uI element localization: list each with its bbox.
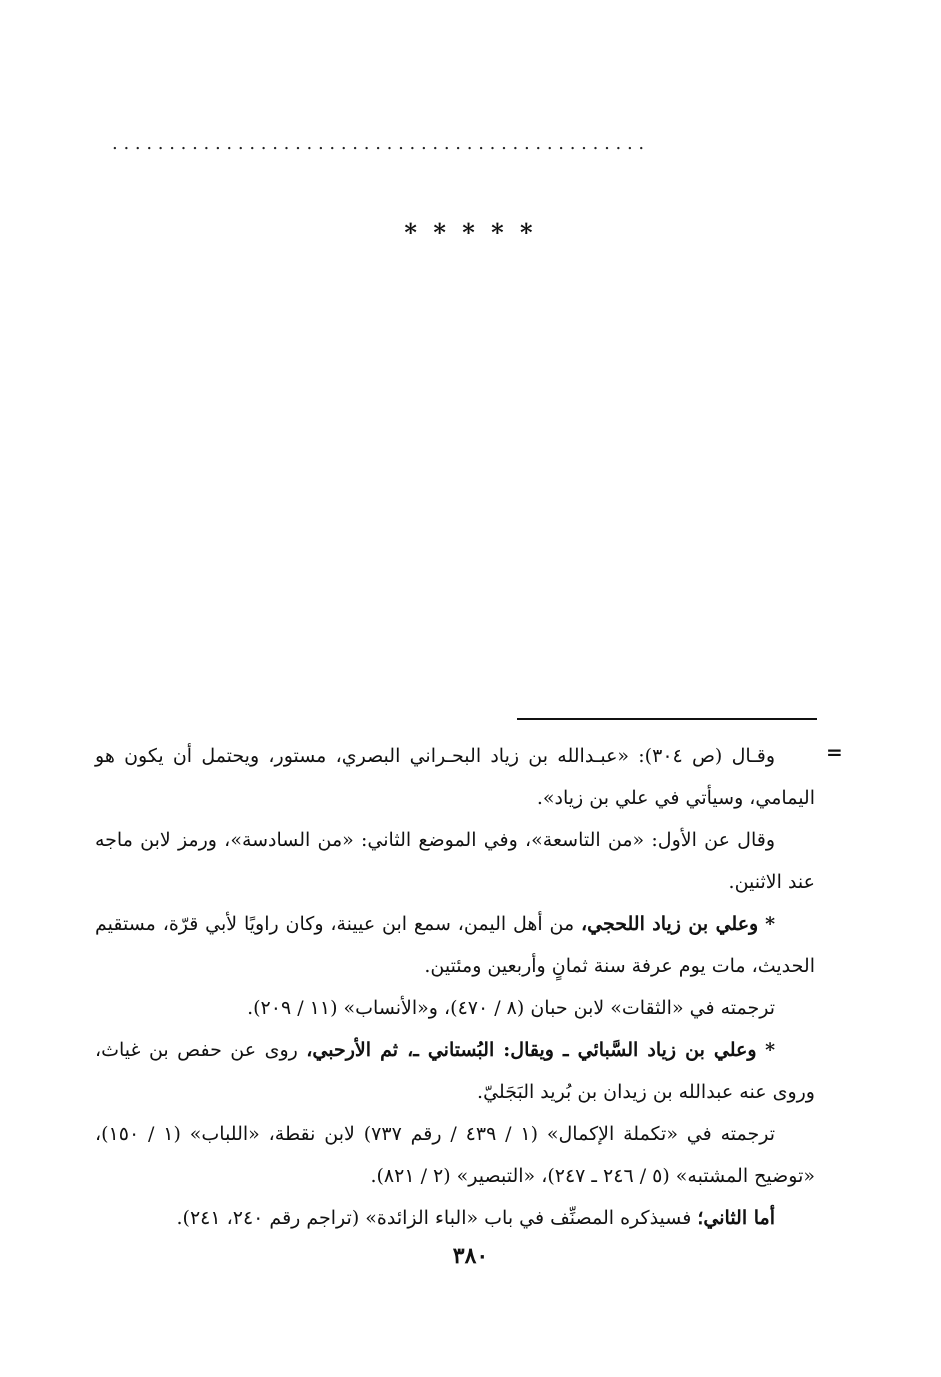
footnote-paragraph-5 xyxy=(95,1029,815,1113)
entry-star: * xyxy=(765,913,775,935)
footnote-paragraph-3 xyxy=(95,903,815,987)
section-asterisks: * * * * * xyxy=(404,218,537,247)
footnote-paragraph-2: وقال عن الأول: «من التاسعة»، وفي الموضع الثاني: «من السادسة»، ورمز لابن ماجه عند الاثنين. xyxy=(95,829,815,893)
footnote-rule xyxy=(517,718,817,720)
entry-name: وعلي بن زياد السَّبائي ـ ويقال: البُستاني ـ، ثم الأرحبي، xyxy=(306,1039,757,1061)
footnotes xyxy=(95,735,815,1239)
footnote-paragraph-7 xyxy=(95,1197,815,1239)
dotted-separator: . . . . . . . . . . . . . . . . . . . . . . . . . . . . . . . . . . . . . . . . . . . . . . . xyxy=(112,133,645,154)
entry-name: وعلي بن زياد اللحجي، xyxy=(581,913,759,935)
footnote-paragraph-4: ترجمته في «الثقات» لابن حبان (٨ / ٤٧٠)، و«الأنساب» (١١ / ٢٠٩). xyxy=(247,997,775,1019)
page-number: ٣٨٠ xyxy=(452,1243,489,1269)
entry-star: * xyxy=(765,1039,775,1061)
footnote-paragraph-1: وقـال (ص ٣٠٤): «عبـدالله بن زياد البحـراني البصري، مستور، ويحتمل أن يكون هو اليمامي، وسيأتي في علي بن زياد». xyxy=(95,745,815,809)
entry-text: من أهل اليمن، سمع ابن عيينة، وكان راويًا لأبي قرّة، مستقيم الحديث، مات يوم عرفة سنة ثمانٍ وأربعين ومئتين. xyxy=(95,913,815,977)
continuation-mark: = xyxy=(826,740,843,764)
entry-text: فسيذكره المصنِّف في باب «الباء الزائدة» (تراجم رقم ٢٤٠، ٢٤١). xyxy=(176,1207,692,1229)
footnote-paragraph-6: ترجمته في «تكملة الإكمال» (١ / ٤٣٩ / رقم ٧٣٧) لابن نقطة، «اللباب» (١ / ١٥٠)، «توضيح المشتبه» (٥ / ٢٤٦ ـ ٢٤٧)، «التبصير» (٢ / ٨٢١). xyxy=(95,1123,815,1187)
entry-text: روى عن حفص بن غياث، وروى عنه عبدالله بن زيدان بن بُريد البَجَليّ. xyxy=(95,1039,815,1103)
entry-lead: أما الثاني؛ xyxy=(697,1207,775,1229)
